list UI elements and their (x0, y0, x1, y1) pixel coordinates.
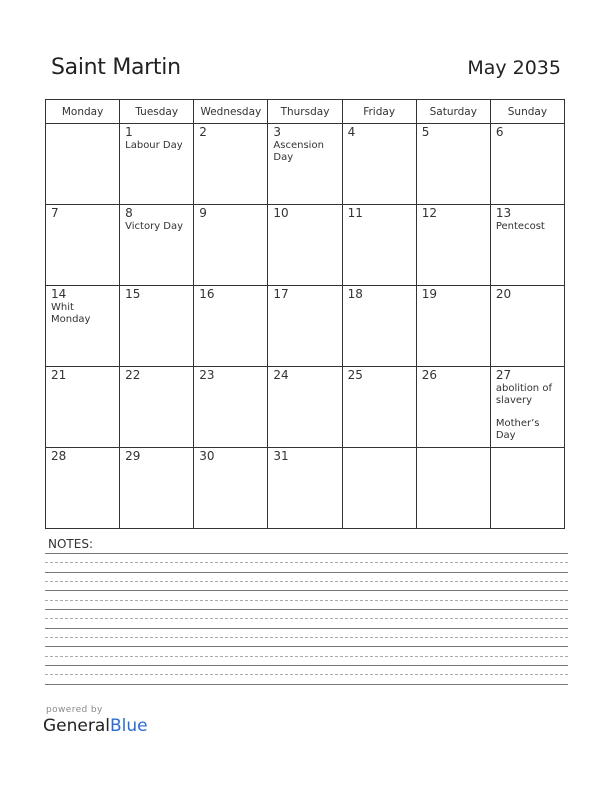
day-cell (490, 205, 564, 286)
day-number: 12 (421, 206, 437, 220)
day-number: 17 (273, 287, 289, 301)
day-cell (46, 205, 120, 286)
day-number: 20 (495, 287, 512, 301)
day-number: 18 (347, 287, 363, 301)
day-cell (46, 286, 120, 367)
weekday-header-row (46, 100, 565, 124)
day-cell (194, 448, 268, 529)
notes-line (45, 646, 568, 647)
day-cell (342, 124, 416, 205)
weekday-header: Friday (342, 100, 416, 124)
day-number: 19 (421, 287, 437, 301)
empty-day-cell (416, 448, 490, 529)
day-number: 28 (51, 449, 67, 463)
notes-line (45, 581, 568, 582)
day-number: 9 (199, 206, 207, 220)
holiday-label: Mother’s Day (495, 418, 540, 441)
notes-line (45, 572, 568, 573)
holiday-label: Victory Day (125, 221, 184, 232)
day-cell (342, 286, 416, 367)
weekday-header: Saturday (416, 100, 490, 124)
notes-line (45, 590, 568, 591)
weekday-header: Tuesday (120, 100, 194, 124)
notes-line (45, 665, 568, 666)
notes-line (45, 637, 568, 638)
notes-line (45, 618, 568, 619)
empty-day-cell (46, 124, 120, 205)
day-cell (268, 367, 342, 448)
holiday-label: Ascension Day (273, 140, 324, 163)
day-number: 14 (51, 287, 67, 301)
day-cell (194, 286, 268, 367)
calendar-country-title: Saint Martin (51, 55, 181, 80)
day-cell (268, 286, 342, 367)
powered-by-label: powered by (46, 705, 103, 715)
day-number: 1 (125, 125, 133, 139)
day-number: 22 (125, 368, 141, 382)
day-number: 21 (51, 368, 67, 382)
day-number: 10 (273, 206, 289, 220)
day-cell (120, 448, 194, 529)
day-cell (120, 367, 194, 448)
day-number: 25 (347, 368, 363, 382)
notes-label: NOTES: (48, 537, 93, 551)
day-cell (490, 286, 564, 367)
day-cell (268, 124, 342, 205)
weekday-header: Sunday (490, 100, 564, 124)
holiday-label: Whit Monday (51, 302, 91, 325)
day-cell (268, 205, 342, 286)
holiday-label: Labour Day (125, 140, 183, 151)
day-number: 6 (495, 125, 504, 139)
empty-day-cell (342, 448, 416, 529)
day-cell (416, 286, 490, 367)
notes-line (45, 684, 568, 685)
day-number: 4 (347, 125, 356, 139)
week-row (46, 124, 565, 205)
calendar-body (46, 124, 565, 529)
day-cell (194, 124, 268, 205)
notes-line (45, 609, 568, 610)
day-cell (490, 367, 564, 448)
day-number: 23 (199, 368, 215, 382)
day-cell (46, 448, 120, 529)
day-number: 15 (125, 287, 141, 301)
notes-line (45, 562, 568, 563)
notes-line (45, 553, 568, 554)
day-cell (194, 367, 268, 448)
week-row (46, 205, 565, 286)
holiday-label: abolition of slavery (495, 383, 552, 406)
weekday-header: Thursday (268, 100, 342, 124)
day-cell (490, 124, 564, 205)
day-number: 16 (199, 287, 215, 301)
day-cell (416, 367, 490, 448)
day-number: 26 (421, 368, 437, 382)
day-number: 27 (495, 368, 512, 382)
day-cell (416, 205, 490, 286)
day-cell (268, 448, 342, 529)
day-number: 7 (51, 206, 59, 220)
day-number: 24 (273, 368, 289, 382)
brand-part-general: General (43, 716, 110, 736)
week-row (46, 367, 565, 448)
week-row (46, 448, 565, 529)
day-number: 29 (125, 449, 141, 463)
calendar-month-title: May 2035 (467, 57, 561, 79)
day-cell (194, 205, 268, 286)
notes-line (45, 656, 568, 657)
week-row (46, 286, 565, 367)
weekday-header: Monday (46, 100, 120, 124)
day-number: 8 (125, 206, 133, 220)
holiday-label: Pentecost (495, 221, 545, 232)
day-number: 30 (199, 449, 215, 463)
day-cell (120, 286, 194, 367)
day-number: 11 (347, 206, 363, 220)
day-cell (46, 367, 120, 448)
day-number: 13 (495, 206, 512, 220)
notes-line (45, 600, 568, 601)
notes-line (45, 628, 568, 629)
generalblue-logo[interactable] (43, 716, 148, 736)
day-number: 2 (199, 125, 207, 139)
day-number: 3 (273, 125, 282, 139)
day-number: 5 (421, 125, 430, 139)
calendar-grid (45, 99, 565, 529)
day-cell (120, 124, 194, 205)
empty-day-cell (490, 448, 564, 529)
day-number: 31 (273, 449, 289, 463)
day-cell (342, 367, 416, 448)
weekday-header: Wednesday (194, 100, 268, 124)
day-cell (416, 124, 490, 205)
day-cell (120, 205, 194, 286)
brand-part-blue: Blue (110, 716, 148, 736)
day-cell (342, 205, 416, 286)
notes-line (45, 674, 568, 675)
